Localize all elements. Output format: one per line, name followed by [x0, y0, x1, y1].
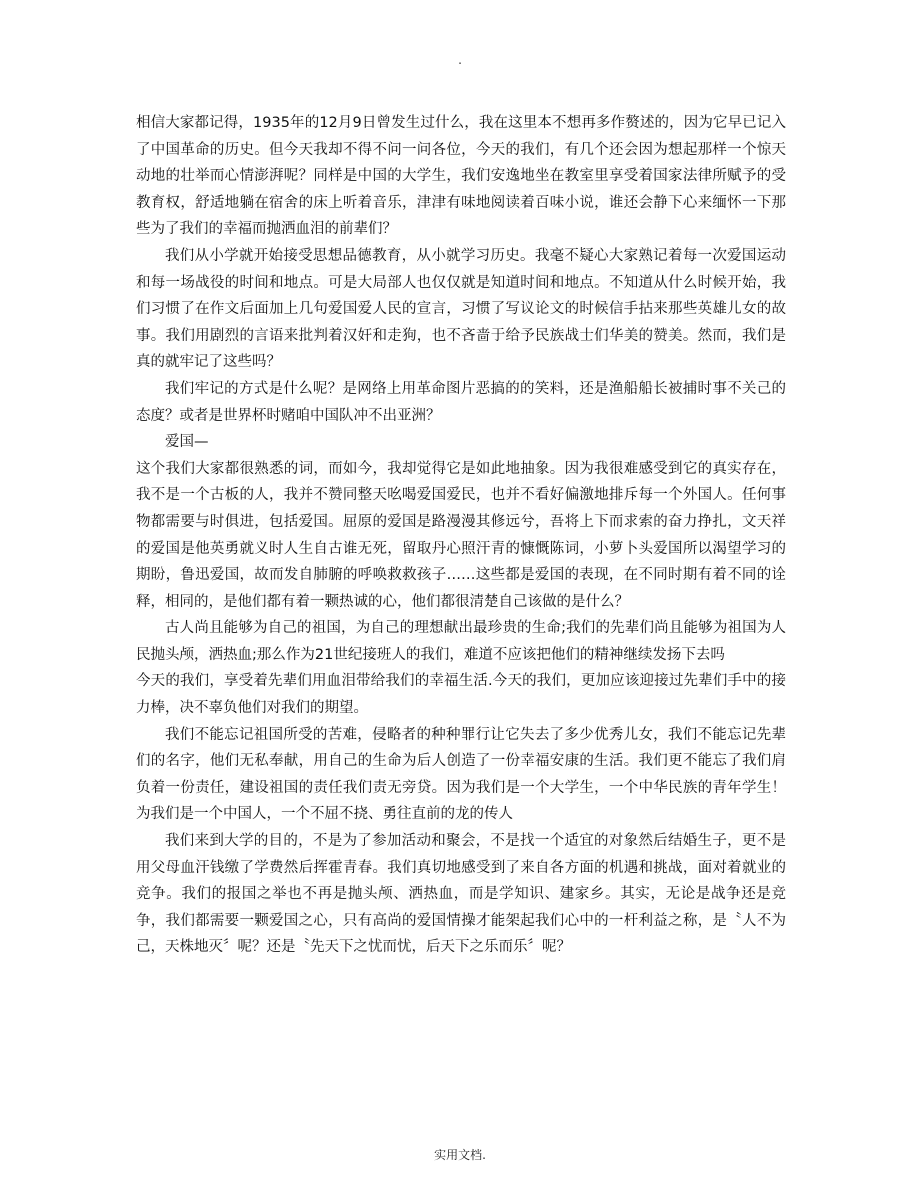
- paragraph-1: 相信大家都记得，1935年的12月9日曾发生过什么，我在这里本不想再多作赘述的，因为它早已记入了中国革命的历史。但今天我却不得不问一问各位，今天的我们，有几个还会因为想起那样一个惊天动地的壮举而心情澎湃呢？同样是中国的大学生，我们安逸地坐在教室里享受着国家法律所赋予的受教育权，舒适地躺在宿舍的床上听着音乐，津津有味地阅读着百味小说，谁还会静下心来缅怀一下那些为了我们的幸福而抛洒血泪的前辈们？: [136, 115, 786, 238]
- paragraph-2: 我们从小学就开始接受思想品德教育，从小就学习历史。我毫不疑心大家熟记着每一次爱国运动和每一场战役的时间和地点。可是大局部人也仅仅就是知道时间和地点。不知道从什么时候开始，我们习惯了在作文后面加上几句爱国爱人民的宣言，习惯了写议论文的时候信手拈来那些英雄儿女的故事。我们用剧烈的言语来批判着汉奸和走狗，也不吝啬于给予民族战士们华美的赞美。然而，我们是真的就牢记了这些吗？: [136, 247, 786, 371]
- page-footer: 实用文档.: [434, 1148, 486, 1162]
- paragraph-3: 我们牢记的方式是什么呢？是网络上用革命图片恶搞的的笑料，还是渔船船长被捕时事不关己的态度？或者是世界杯时赌咱中国队冲不出亚洲？: [136, 380, 786, 424]
- document-body: [136, 110, 786, 961]
- paragraph-7: 今天的我们，享受着先辈们用血泪带给我们的幸福生活.今天的我们，更加应该迎接过先辈们手中的接力棒，决不辜负他们对我们的期望。: [136, 673, 786, 717]
- paragraph-5: 这个我们大家都很熟悉的词，而如今，我却觉得它是如此地抽象。因为我很难感受到它的真实存在，我不是一个古板的人，我并不赞同整天吆喝爱国爱民，也并不看好偏激地排斥每一个外国人。任何事物都需要与时俱进，包括爱国。屈原的爱国是路漫漫其修远兮，吾将上下而求索的奋力挣扎，文天祥的爱国是他英勇就义时人生自古谁无死，留取丹心照汗青的慷慨陈词，小萝卜头爱国所以渴望学习的期盼，鲁迅爱国，故而发自肺腑的呼唤救救孩子……这些都是爱国的表现，在不同时期有着不同的诠释，相同的，是他们都有着一颗热诚的心，他们都很清楚自己该做的是什么？: [136, 460, 786, 610]
- paragraph-8: 我们不能忘记祖国所受的苦难，侵略者的种种罪行让它失去了多少优秀儿女，我们不能忘记先辈们的名字，他们无私奉献，用自己的生命为后人创造了一份幸福安康的生活。我们更不能忘了我们肩负着一份责任，建设祖国的责任我们责无旁贷。因为我们是一个大学生，一个中华民族的青年学生！为我们是一个中国人，一个不屈不挠、勇往直前的龙的传人: [136, 726, 786, 823]
- paragraph-4: 爱国—: [165, 434, 209, 451]
- paragraph-6: 古人尚且能够为自己的祖国，为自己的理想献出最珍贵的生命;我们的先辈们尚且能够为祖国为人民抛头颅，洒热血;那么作为21世纪接班人的我们，难道不应该把他们的精神继续发扬下去吗: [136, 620, 786, 663]
- paragraph-9: 我们来到大学的目的，不是为了参加活动和聚会，不是找一个适宜的对象然后结婚生子，更不是用父母血汗钱缴了学费然后挥霍青春。我们真切地感受到了来自各方面的机遇和挑战，面对着就业的竞争。我们的报国之举也不再是抛头颅、洒热血，而是学知识、建家乡。其实，无论是战争还是竞争，我们都需要一颗爱国之心，只有高尚的爱国情操才能架起我们心中的一杆利益之称，是〝人不为己，天株地灭〞呢？还是〝先天下之忧而忧，后天下之乐而乐〞呢？: [136, 833, 786, 956]
- page-header-mark: .: [458, 53, 462, 67]
